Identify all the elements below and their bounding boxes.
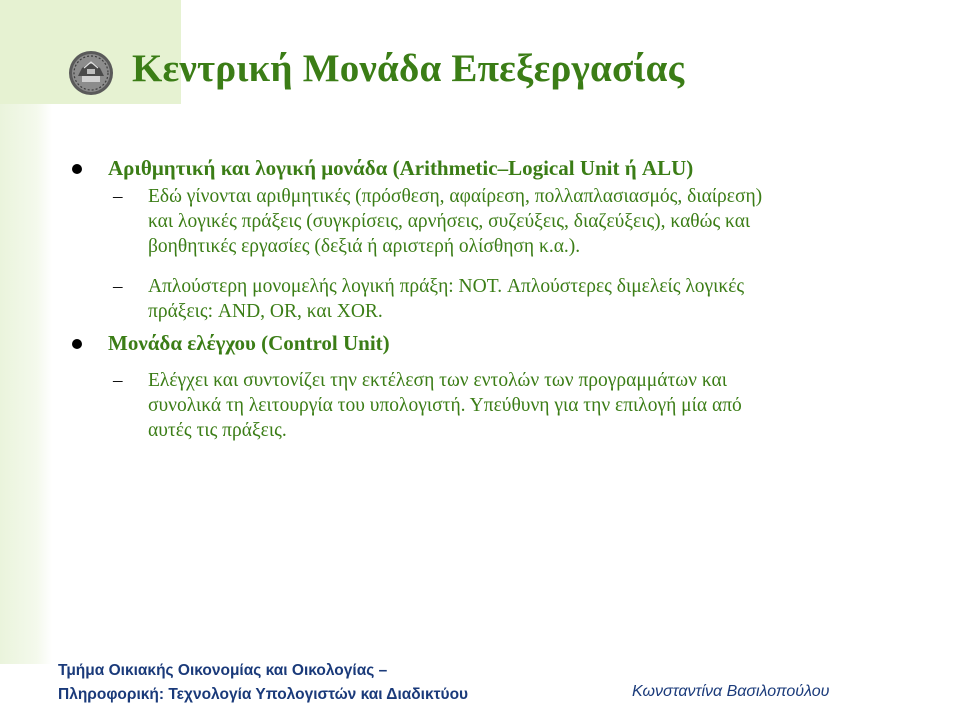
sub-bullet-operations [113,184,893,259]
footer-department [58,659,468,707]
sub-bullet-line: και λογικές πράξεις (συγκρίσεις, αρνήσεις, συζεύξεις, διαζεύξεις), καθώς και [148,211,751,232]
dash-icon: – [113,186,123,207]
bullet-dot-icon [72,339,82,349]
dash-icon: – [113,276,123,297]
dash-icon: – [113,370,123,391]
footer-author: Κωνσταντίνα Βασιλοπούλου [632,683,830,700]
sub-bullet-logic-ops [113,274,893,324]
bullet-dot-icon [72,164,82,174]
slide-title: Κεντρική Μονάδα Επεξεργασίας [132,47,685,90]
seal-logo-icon [68,50,114,96]
bullet-alu [72,156,693,181]
footer-line-1: Τμήμα Οικιακής Οικονομίας και Οικολογίας – [58,662,388,679]
sub-bullet-line: βοηθητικές εργασίες (δεξιά ή αριστερή ολίσθηση κ.α.). [148,236,581,257]
sub-bullet-line: αυτές τις πράξεις. [148,420,287,441]
sub-bullet-control [113,368,893,443]
sub-bullet-line: πράξεις: AND, OR, και XOR. [148,301,383,322]
footer-line-2: Πληροφορική: Τεχνολογία Υπολογιστών και Διαδικτύου [58,686,469,703]
sub-bullet-line: συνολικά τη λειτουργία του υπολογιστή. Υπεύθυνη για την επιλογή μία από [148,395,742,416]
sub-bullet-line: Εδώ γίνονται αριθμητικές (πρόσθεση, αφαίρεση, πολλαπλασιασμός, διαίρεση) [148,186,763,207]
left-gradient-strip [0,104,52,664]
bullet-control-unit-text: Μονάδα ελέγχου (Control Unit) [108,331,390,355]
bullet-alu-text: Αριθμητική και λογική μονάδα (Arithmetic–Logical Unit ή ALU) [108,156,694,180]
sub-bullet-line: Απλούστερη μονομελής λογική πράξη: NOT. Απλούστερες διμελείς λογικές [148,276,745,297]
bullet-control-unit [72,331,390,356]
sub-bullet-line: Ελέγχει και συντονίζει την εκτέλεση των εντολών των προγραμμάτων και [148,370,727,391]
